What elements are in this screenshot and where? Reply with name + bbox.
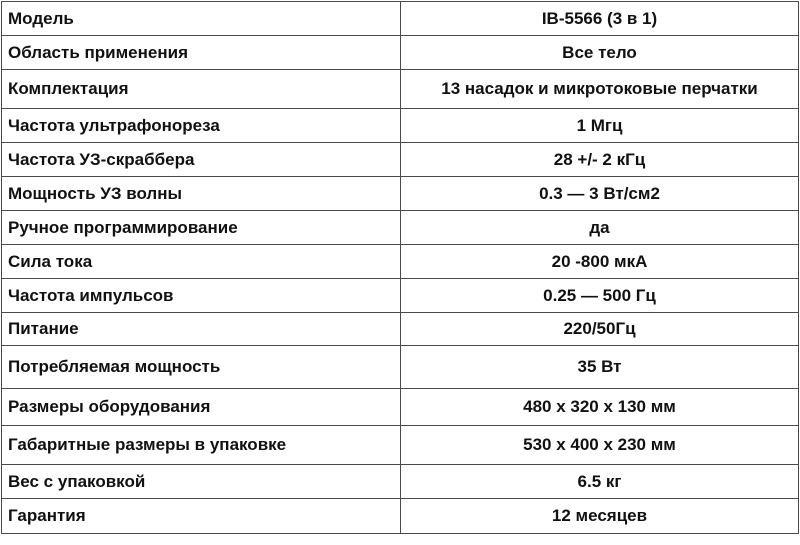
spec-label: Частота УЗ-скраббера [2,143,401,177]
table-row [2,143,799,177]
spec-value: 0.3 — 3 Вт/см2 [401,177,799,211]
spec-label: Размеры оборудования [2,389,401,426]
spec-value: Все тело [401,36,799,70]
spec-label: Область применения [2,36,401,70]
table-row [2,70,799,109]
spec-value: 13 насадок и микротоковые перчатки [401,70,799,109]
table-row [2,426,799,465]
table-row [2,279,799,313]
table-row [2,177,799,211]
table-row [2,109,799,143]
spec-value: 12 месяцев [401,499,799,534]
spec-value: 530 х 400 х 230 мм [401,426,799,465]
spec-label: Габаритные размеры в упаковке [2,426,401,465]
spec-value: 480 х 320 х 130 мм [401,389,799,426]
spec-value: 6.5 кг [401,465,799,499]
spec-value: 0.25 — 500 Гц [401,279,799,313]
table-row [2,2,799,36]
spec-value: 220/50Гц [401,313,799,346]
table-row [2,211,799,245]
spec-label: Вес с упаковкой [2,465,401,499]
table-row [2,499,799,534]
spec-value: 1 Мгц [401,109,799,143]
table-row [2,36,799,70]
spec-label: Сила тока [2,245,401,279]
spec-value: 35 Вт [401,346,799,389]
spec-label: Модель [2,2,401,36]
spec-value: да [401,211,799,245]
table-row [2,465,799,499]
spec-label: Мощность УЗ волны [2,177,401,211]
table-row [2,389,799,426]
spec-label: Частота импульсов [2,279,401,313]
spec-label: Частота ультрафонореза [2,109,401,143]
spec-value: 20 -800 мкА [401,245,799,279]
spec-label: Питание [2,313,401,346]
table-row [2,245,799,279]
table-row [2,346,799,389]
spec-value: 28 +/- 2 кГц [401,143,799,177]
spec-label: Гарантия [2,499,401,534]
spec-label: Ручное программирование [2,211,401,245]
spec-value: IB-5566 (3 в 1) [401,2,799,36]
spec-table [1,1,799,534]
spec-label: Потребляемая мощность [2,346,401,389]
spec-label: Комплектация [2,70,401,109]
table-row [2,313,799,346]
